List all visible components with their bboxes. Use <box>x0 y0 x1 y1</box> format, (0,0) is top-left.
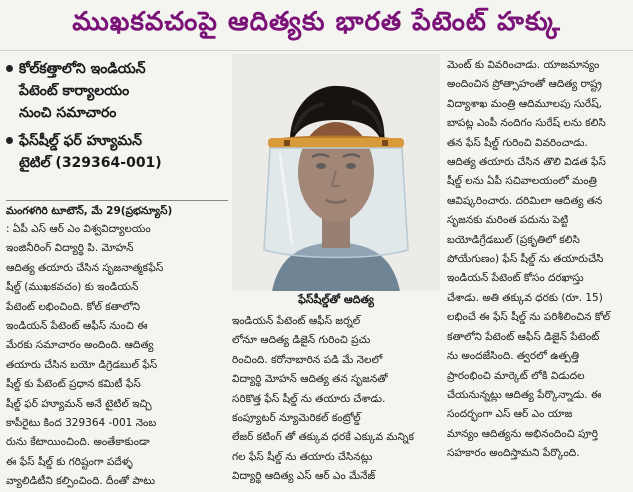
left-column-body <box>6 220 228 492</box>
dateline-block <box>6 202 228 221</box>
highlight-bullets <box>6 58 228 180</box>
headline: ముఖకవచంపై ఆదిత్యకు భారత పేటెంట్ హక్కు <box>0 0 633 51</box>
article-line: మెంట్ కు వివరించాడు. యాజమాన్యం <box>447 59 600 71</box>
bullet-item <box>6 130 228 174</box>
person-with-face-shield-image <box>232 54 440 291</box>
article-line: లభించే ఈ ఫేస్ షీల్డ్ ను పరిశీలించిన కోల్ <box>447 311 611 324</box>
divider <box>6 200 228 201</box>
article-line: ను అందజేసింది. త్వరలో ఉత్పత్తి <box>447 350 580 363</box>
article-line: విద్యాశాఖ మంత్రి ఆదిమూలపు సురేష్, <box>447 97 602 110</box>
article-line: తన ఫేస్ షీల్డ్ గురించి వివరించాడు. <box>447 136 588 149</box>
dateline: మంగళగిరి టూటౌన్, మే 29(ప్రభన్యూస్) <box>6 205 173 217</box>
article-line: లేజర్ కటింగ్ తో తక్కువ ధరకే ఎక్కువ మన్నిక <box>232 431 414 444</box>
article-line: సృజనకు మరింత పదును పెట్టి <box>447 214 569 227</box>
bullet-line: పేటెంట్ కార్యాలయం <box>19 83 130 99</box>
article-line: చేశాడు. అతి తక్కువ ధరకు (రూ. 15) <box>447 291 603 304</box>
article-line: ప్రారంభించి మార్కెట్ లోకి విడుదల <box>447 369 585 382</box>
article-line: షీల్డ్ ఫర్ హ్యూమన్ అనే టైటిల్ ఇచ్చి <box>6 397 152 410</box>
article-line: ఇండియన్ పేటెంట్ ఆఫీస్ నుంచి ఈ <box>6 320 148 333</box>
article-line: ఈ ఫేస్ షీల్డ్ కు గరిష్టంగా పదేళ్ళ <box>6 455 133 468</box>
article-line: ఆదిత్య తయారు చేసిన తొలి విడత ఫేస్ <box>447 156 606 169</box>
photo-caption: ఫేస్‌షీల్డ్‌తో ఆదిత్య <box>298 293 374 306</box>
article-line: ఇంజినీరింగ్ విద్యార్థి పి. మోహన్ <box>6 242 134 255</box>
article-line: బయోడిగ్రేడబుల్ (ప్రకృతిలో కలిసి <box>447 233 580 246</box>
article-line: విద్యార్థి ఆదిత్య ఎస్ ఆర్ ఎం మేనేజ్ <box>232 470 376 483</box>
article-line: అందించిన ప్రోత్సాహంతో ఆదిత్య రాష్ట్ర <box>447 78 602 91</box>
bullet-line: ఫేస్‌షీల్డ్ ఫర్ హ్యూమన్ <box>19 133 142 149</box>
article-line: షీల్డ్ కు పేటెంట్ ప్రధాన కమిటీ ఫేస్ <box>6 378 141 391</box>
bullet-line: నుంచి సమాచారం <box>19 105 117 121</box>
article-line: విద్యార్థి మోహన్ ఆదిత్య తన సృజనతో <box>232 373 388 386</box>
article-line: లోనూ ఆదిత్య డిజైన్ గురించి ప్రచు <box>232 334 371 347</box>
article-line: గల ఫేస్ షీల్డ్ ను తయారు చేసినట్లు <box>232 450 373 463</box>
article-line: ఇండియన్ పేటెంట్ ఆఫీస్ జర్నల్ <box>232 315 361 327</box>
student-photo <box>232 54 440 291</box>
article-line: రించింది. కరోనాబారిన పడి మే నెలలో <box>232 353 383 366</box>
right-column-body <box>447 56 629 464</box>
bullet-line: కోల్‌కత్తాలోని ఇండియన్ <box>19 61 146 77</box>
article-line: రును కేటాయించింది. అంతేకాకుండా <box>6 436 150 449</box>
article-line: వ్యాలిడిటీని కల్పించింది. దీంతో పాటు <box>6 475 155 488</box>
article-line: కాపీరైటు కింద 329364 -001 నెంబ <box>6 417 157 430</box>
bullet-icon <box>6 65 13 72</box>
article-line: పోయేగుణం) ఫేస్ షీల్డ్ ను తయారుచేసి <box>447 253 604 266</box>
article-line: షీల్డ్ లను ఏపీ సచివాలయంలో మంత్రి <box>447 175 597 188</box>
bullet-line: టైటిల్ (329364-001) <box>19 155 162 171</box>
article-line: ఆదిత్య తయారు చేసిన సృజనాత్మకఫేస్ <box>6 261 164 274</box>
article-line: సహకారం అందిస్తామని పేర్కొంది. <box>447 447 580 460</box>
article-line: : ఏపీ ఎస్ ఆర్ ఎం విశ్వవిద్యాలయం <box>6 223 151 235</box>
article-line: ఇండియన్ పేటెంట్ కోసం దరఖాస్తు <box>447 272 584 285</box>
article-line: సందర్భంగా ఎస్ ఆర్ ఎం యాజ <box>447 408 573 421</box>
bullet-item <box>6 58 228 124</box>
middle-column-body <box>232 312 440 487</box>
article-line: చేయనున్నట్లు ఆదిత్య పేర్కొన్నాడు. ఈ <box>447 388 602 401</box>
bullet-icon <box>6 137 13 144</box>
article-line: సరికొత్త ఫేస్ షీల్డ్ ను తయారు చేశాడు. <box>232 392 386 405</box>
article-line: మేరకు సమాచారం అందింది. ఆదిత్య <box>6 339 154 352</box>
article-line: పేటెంట్ లభించింది. కోల్ కతాలోని <box>6 300 141 313</box>
article-line: కతాలోని పేటెంట్ ఆఫీస్ డిజైన్ పేటెంట్ <box>447 330 600 343</box>
article-line: ఆవిష్కరించారు. దరిమిలా ఆదిత్య తన <box>447 194 603 207</box>
article-line: కంప్యూటర్ న్యూమెరికల్ కంట్రోల్డ్ <box>232 412 361 425</box>
article-line: బాపట్ల ఎంపీ నందిగం సురేష్ లను కలిసి <box>447 117 606 130</box>
article-line: షీల్డ్ (ముఖకవచం) కు ఇండియన్ <box>6 281 139 294</box>
article-line: మాన్యం ఆదిత్యను అభినందించి పూర్తి <box>447 427 598 440</box>
article-line: తయారు చేసిన బయో డిగ్రెడబుల్ ఫేస్ <box>6 358 158 371</box>
